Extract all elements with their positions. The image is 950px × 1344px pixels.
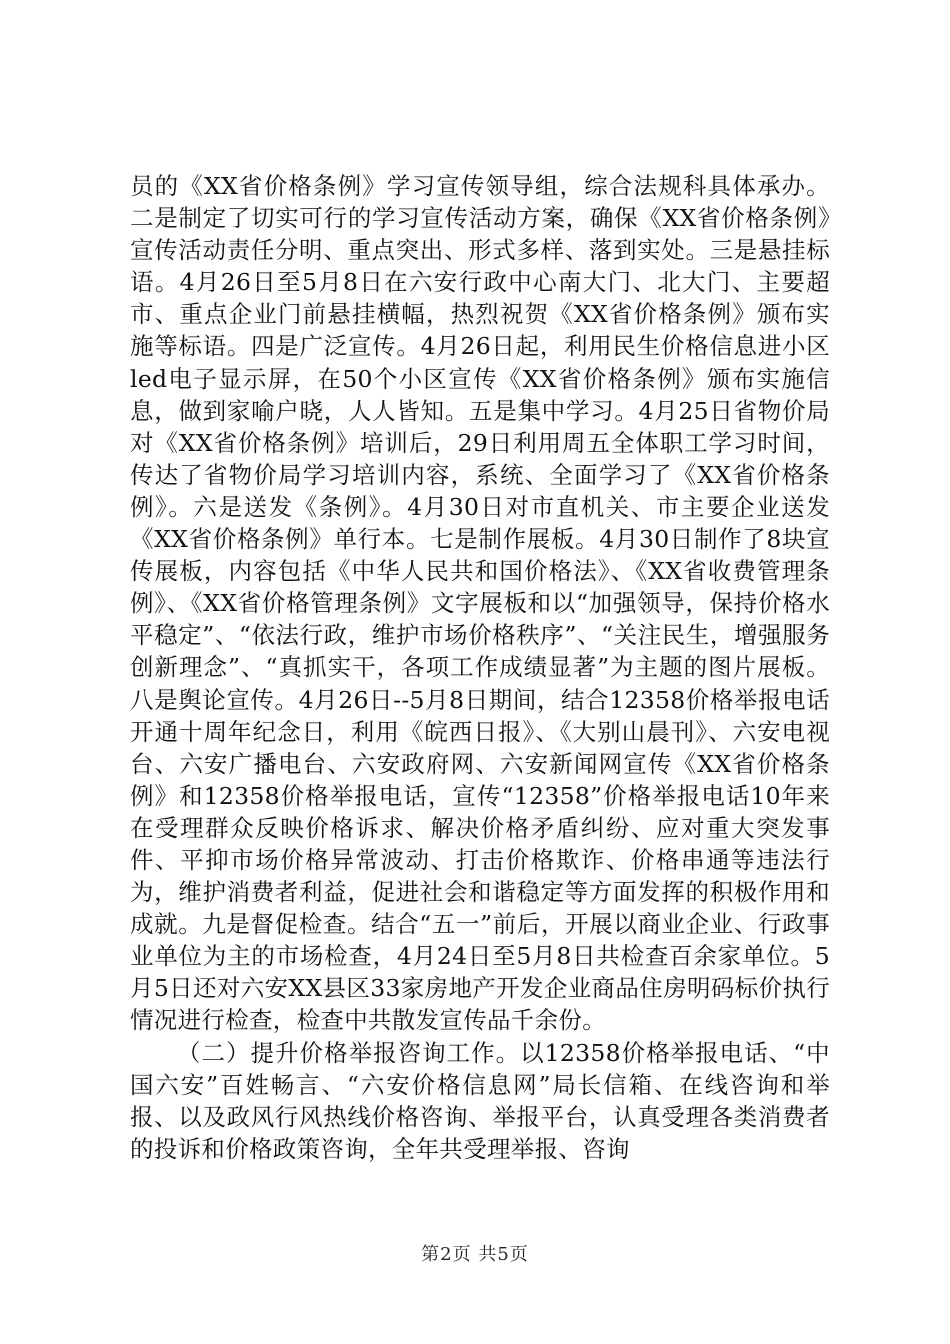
document-body (130, 170, 830, 1165)
paragraph-continuation: 员的《XX省价格条例》学习宣传领导组，综合法规科具体承办。二是制定了切实可行的学习宣传活动方案，确保《XX省价格条例》宣传活动责任分明、重点突出、形式多样、落到实处。三是悬挂标语。4月26日至5月8日在六安行政中心南大门、北大门、主要超市、重点企业门前悬挂横幅，热烈祝贺《XX省价格条例》颁布实施等标语。四是广泛宣传。4月26日起，利用民生价格信息进小区led电子显示屏，在50个小区宣传《XX省价格条例》颁布实施信息，做到家喻户晓，人人皆知。五是集中学习。4月25日省物价局对《XX省价格条例》培训后，29日利用周五全体职工学习时间，传达了省物价局学习培训内容，系统、全面学习了《XX省价格条例》。六是送发《条例》。4月30日对市直机关、市主要企业送发《XX省价格条例》单行本。七是制作展板。4月30日制作了8块宣传展板，内容包括《中华人民共和国价格法》、《XX省收费管理条例》、《XX省价格管理条例》文字展板和以“加强领导，保持价格水平稳定”、“依法行政，维护市场价格秩序”、“关注民生，增强服务创新理念”、“真抓实干，各项工作成绩显著”为主题的图片展板。八是舆论宣传。4月26日--5月8日期间，结合12358价格举报电话开通十周年纪念日，利用《皖西日报》、《大别山晨刊》、六安电视台、六安广播电台、六安政府网、六安新闻网宣传《XX省价格条例》和12358价格举报电话，宣传“12358”价格举报电话10年来在受理群众反映价格诉求、解决价格矛盾纠纷、应对重大突发事件、平抑市场价格异常波动、打击价格欺诈、价格串通等违法行为，维护消费者利益，促进社会和谐稳定等方面发挥的积极作用和成就。九是督促检查。结合“五一”前后，开展以商业企业、行政事业单位为主的市场检查，4月24日至5月8日共检查百余家单位。5月5日还对六安XX县区33家房地产开发企业商品住房明码标价执行情况进行检查，检查中共散发宣传品千余份。 (130, 172, 830, 1035)
page-number-footer: 第2页 共5页 (421, 1244, 529, 1265)
paragraph-section-two: （二）提升价格举报咨询工作。以12358价格举报电话、“中国六安”百姓畅言、“六安价格信息网”局长信箱、在线咨询和举报、以及政风行风热线价格咨询、举报平台，认真受理各类消费者的投诉和价格政策咨询，全年共受理举报、咨询 (130, 1038, 830, 1163)
